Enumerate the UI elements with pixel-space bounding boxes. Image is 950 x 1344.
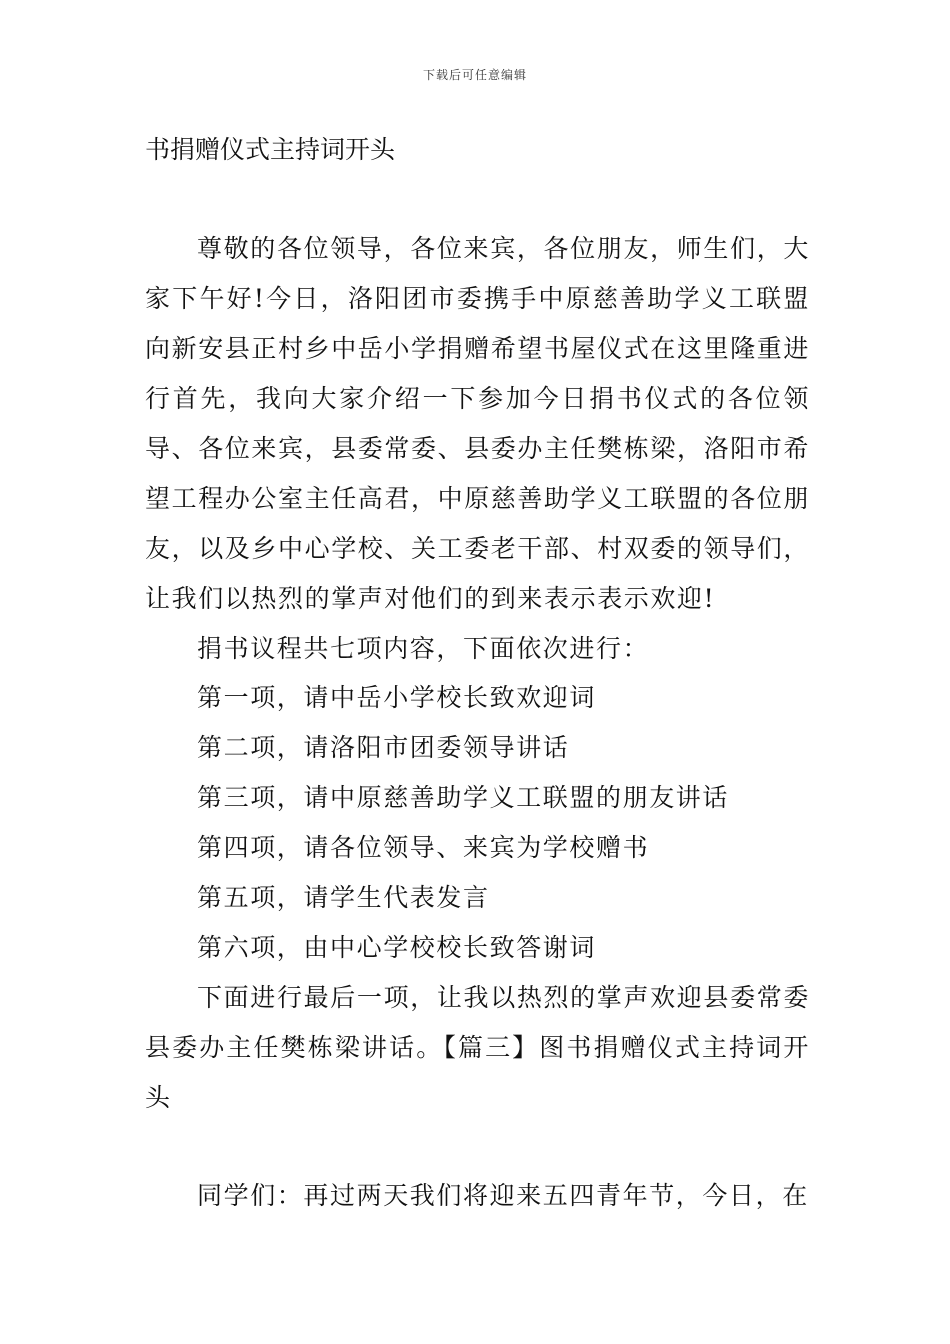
- final-paragraph: 下面进行最后一项，让我以热烈的掌声欢迎县委常委县委办主任樊栋梁讲话。【篇三】图书捐赠仪式主持词开头: [145, 983, 810, 1112]
- header-note: 下载后可任意编辑: [422, 68, 527, 82]
- agenda-item: 第四项，请各位领导、来宾为学校赠书: [197, 833, 650, 862]
- document-title: 书捐赠仪式主持词开头: [145, 135, 396, 164]
- intro-paragraph: 尊敬的各位领导，各位来宾，各位朋友，师生们，大家下午好!今日，洛阳团市委携手中原慈善助学义工联盟向新安县正村乡中岳小学捐赠希望书屋仪式在这里隆重进行首先，我向大家介绍一下参加今日捐书仪式的各位领导、各位来宾，县委常委、县委办主任樊栋梁，洛阳市希望工程办公室主任高君，中原慈善助学义工联盟的各位朋友，以及乡中心学校、关工委老干部、村双委的领导们，让我们以热烈的掌声对他们的到来表示表示欢迎!: [145, 234, 811, 613]
- agenda-item: 第六项，由中心学校校长致答谢词: [197, 933, 597, 962]
- agenda-item: 第五项，请学生代表发言: [197, 883, 490, 912]
- agenda-item: 第一项，请中岳小学校长致欢迎词: [197, 683, 597, 712]
- agenda-item: 第三项，请中原慈善助学义工联盟的朋友讲话: [197, 783, 730, 812]
- agenda-item: 第二项，请洛阳市团委领导讲话: [197, 733, 570, 762]
- agenda-intro: 捐书议程共七项内容，下面依次进行：: [197, 634, 650, 663]
- next-paragraph: 同学们：再过两天我们将迎来五四青年节，今日，在: [197, 1181, 809, 1210]
